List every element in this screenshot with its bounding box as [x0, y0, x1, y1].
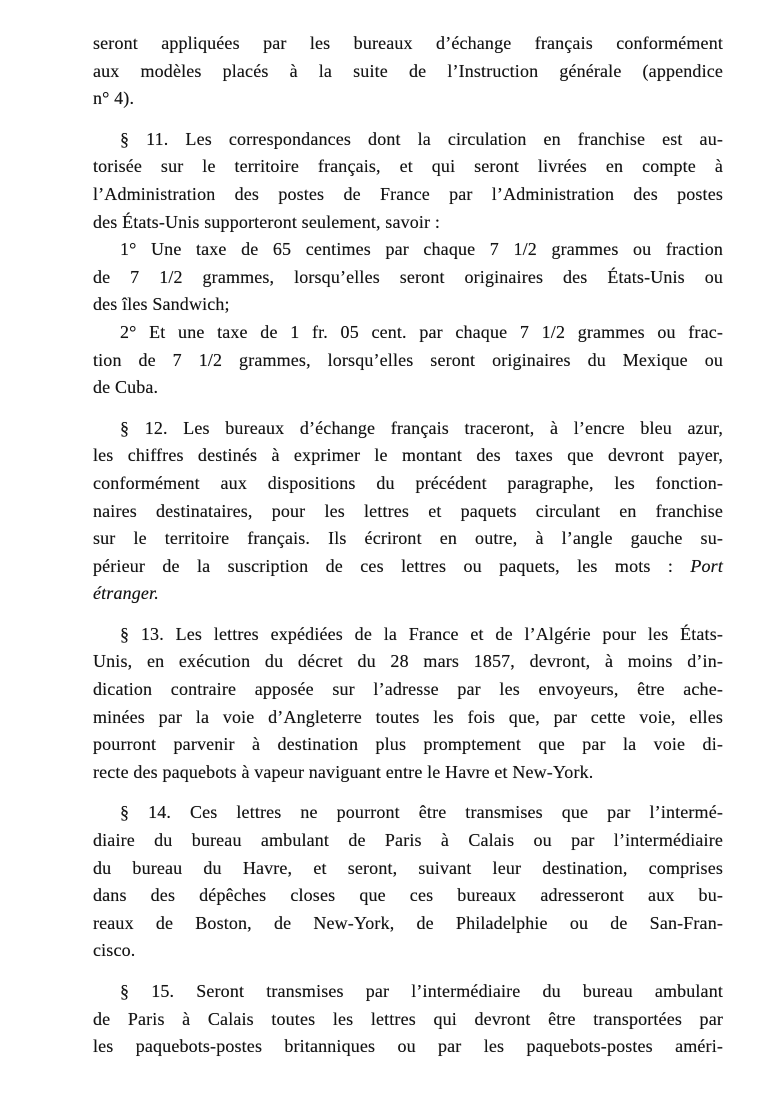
- text-line: cisco.: [93, 940, 136, 961]
- list-item-1: [93, 236, 723, 319]
- text-line: diaire du bureau ambulant de Paris à Calais ou par l’intermédiaire: [93, 830, 723, 851]
- text-line: recte des paquebots à vapeur naviguant entre le Havre et New-York.: [93, 761, 594, 782]
- italic-text: Port: [690, 555, 723, 576]
- paragraph-s15: [93, 978, 723, 1061]
- italic-text: étranger.: [93, 583, 159, 604]
- text-line: § 12. Les bureaux d’échange français traceront, à l’encre bleu azur,: [120, 417, 723, 438]
- text-line: pourront parvenir à destination plus promptement que par la voie di-: [93, 734, 723, 755]
- paragraph-continuation: [93, 30, 723, 113]
- text-line: § 11. Les correspondances dont la circulation en franchise est au-: [120, 128, 723, 149]
- text-line: 2° Et une taxe de 1 fr. 05 cent. par chaque 7 1/2 grammes ou frac-: [120, 321, 723, 342]
- text-line: minées par la voie d’Angleterre toutes les fois que, par cette voie, elles: [93, 706, 723, 727]
- text-line: tion de 7 1/2 grammes, lorsqu’elles seront originaires du Mexique ou: [93, 349, 723, 370]
- text-line: des îles Sandwich;: [93, 294, 230, 315]
- text-line: seront appliquées par les bureaux d’échange français conformément: [93, 33, 723, 53]
- text-line: torisée sur le territoire français, et qui seront livrées en compte à: [93, 156, 723, 177]
- text-line: n° 4).: [93, 88, 135, 109]
- text-line: les paquebots-postes britanniques ou par les paquebots-postes améri-: [93, 1036, 723, 1057]
- text-line: § 14. Ces lettres ne pourront être transmises que par l’intermé-: [120, 802, 723, 823]
- text-line: sur le territoire français. Ils écriront en outre, à l’angle gauche su-: [93, 528, 723, 549]
- paragraph-s11: [93, 126, 723, 236]
- text-line: Unis, en exécution du décret du 28 mars 1857, devront, à moins d’in-: [93, 651, 723, 672]
- text-line: conformément aux dispositions du précédent paragraphe, les fonction-: [93, 472, 723, 493]
- text-line: reaux de Boston, de New-York, de Philadelphie ou de San-Fran-: [93, 912, 723, 933]
- paragraph-s14: [93, 799, 723, 965]
- text-line: de Paris à Calais toutes les lettres qui devront être transportées par: [93, 1008, 723, 1029]
- paragraph-s12: [93, 415, 723, 608]
- text-line: § 15. Seront transmises par l’intermédiaire du bureau ambulant: [120, 981, 723, 1001]
- text-line: 1° Une taxe de 65 centimes par chaque 7 1/2 grammes ou fraction: [120, 239, 723, 260]
- text-line: dans des dépêches closes que ces bureaux adresseront aux bu-: [93, 885, 723, 906]
- text-line: aux modèles placés à la suite de l’Instruction générale (appendice: [93, 60, 723, 81]
- text-line: périeur de la suscription de ces lettres ou paquets, les mots : Port: [93, 555, 723, 576]
- text-line: dication contraire apposée sur l’adresse par les envoyeurs, être ache-: [93, 679, 723, 700]
- text-line: de Cuba.: [93, 377, 159, 398]
- text-line: de 7 1/2 grammes, lorsqu’elles seront originaires des États-Unis ou: [93, 266, 723, 287]
- text-line: [93, 580, 723, 608]
- text-line: § 13. Les lettres expédiées de la France et de l’Algérie pour les États-: [120, 623, 723, 644]
- text-line: du bureau du Havre, et seront, suivant leur destination, comprises: [93, 857, 723, 878]
- text-line: des États-Unis supporteront seulement, savoir :: [93, 211, 440, 232]
- text-line: les chiffres destinés à exprimer le montant des taxes que devront payer,: [93, 445, 723, 466]
- text-line: naires destinataires, pour les lettres et paquets circulant en franchise: [93, 500, 723, 521]
- paragraph-s13: [93, 621, 723, 787]
- list-item-2: [93, 319, 723, 402]
- text-block: [93, 30, 723, 1061]
- text-line: l’Administration des postes de France par l’Administration des postes: [93, 183, 723, 204]
